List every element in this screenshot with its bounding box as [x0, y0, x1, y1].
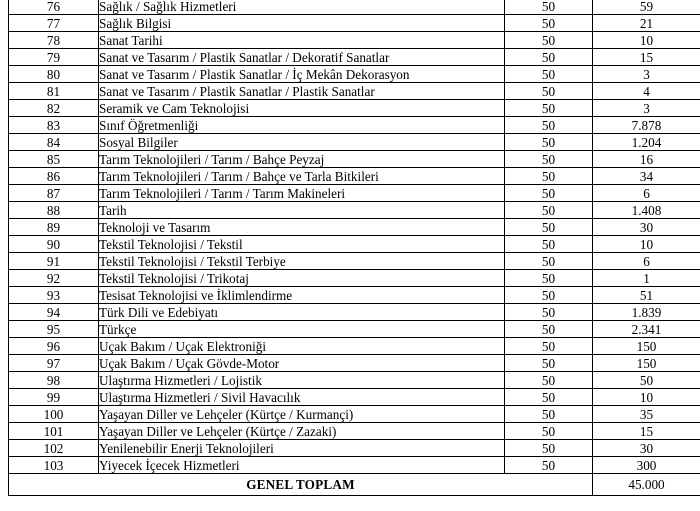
field-name-cell: Sanat ve Tasarım / Plastik Sanatlar / Plastik Sanatlar [99, 83, 505, 100]
count-cell: 4 [593, 83, 700, 100]
row-number-cell: 90 [9, 236, 99, 253]
quota-cell: 50 [505, 423, 593, 440]
field-name-cell: Tekstil Teknolojisi / Trikotaj [99, 270, 505, 287]
quota-cell: 50 [505, 406, 593, 423]
quota-cell: 50 [505, 287, 593, 304]
table-row [9, 117, 700, 134]
field-name-cell: Yaşayan Diller ve Lehçeler (Kürtçe / Zazaki) [99, 423, 505, 440]
row-number-cell: 84 [9, 134, 99, 151]
table-row [9, 389, 700, 406]
table-row [9, 253, 700, 270]
field-name-cell: Tarım Teknolojileri / Tarım / Bahçe Peyzaj [99, 151, 505, 168]
quota-cell: 50 [505, 389, 593, 406]
row-number-cell: 94 [9, 304, 99, 321]
quota-cell: 50 [505, 304, 593, 321]
field-name-cell: Sağlık / Sağlık Hizmetleri [99, 0, 505, 15]
row-number-cell: 97 [9, 355, 99, 372]
quota-cell: 50 [505, 457, 593, 474]
field-name-cell: Teknoloji ve Tasarım [99, 219, 505, 236]
grand-total-label: GENEL TOPLAM [9, 474, 593, 496]
field-name-cell: Seramik ve Cam Teknolojisi [99, 100, 505, 117]
table-row [9, 321, 700, 338]
row-number-cell: 81 [9, 83, 99, 100]
count-cell: 21 [593, 15, 700, 32]
count-cell: 15 [593, 49, 700, 66]
quota-cell: 50 [505, 321, 593, 338]
count-cell: 1.204 [593, 134, 700, 151]
quota-cell: 50 [505, 168, 593, 185]
row-number-cell: 92 [9, 270, 99, 287]
quota-cell: 50 [505, 253, 593, 270]
table-row [9, 270, 700, 287]
table-row [9, 440, 700, 457]
quota-cell: 50 [505, 372, 593, 389]
field-name-cell: Tesisat Teknolojisi ve İklimlendirme [99, 287, 505, 304]
row-number-cell: 93 [9, 287, 99, 304]
field-name-cell: Ulaştırma Hizmetleri / Sivil Havacılık [99, 389, 505, 406]
table-row [9, 185, 700, 202]
grand-total-value: 45.000 [593, 474, 700, 496]
row-number-cell: 95 [9, 321, 99, 338]
count-cell: 30 [593, 219, 700, 236]
count-cell: 3 [593, 66, 700, 83]
field-name-cell: Sanat ve Tasarım / Plastik Sanatlar / İç Mekân Dekorasyon [99, 66, 505, 83]
count-cell: 10 [593, 32, 700, 49]
count-cell: 1.839 [593, 304, 700, 321]
quota-cell: 50 [505, 100, 593, 117]
row-number-cell: 87 [9, 185, 99, 202]
field-name-cell: Tekstil Teknolojisi / Tekstil [99, 236, 505, 253]
field-name-cell: Tarih [99, 202, 505, 219]
table-row [9, 406, 700, 423]
row-number-cell: 76 [9, 0, 99, 15]
field-name-cell: Sanat Tarihi [99, 32, 505, 49]
quota-cell: 50 [505, 49, 593, 66]
field-name-cell: Sanat ve Tasarım / Plastik Sanatlar / Dekoratif Sanatlar [99, 49, 505, 66]
count-cell: 6 [593, 185, 700, 202]
count-cell: 7.878 [593, 117, 700, 134]
row-number-cell: 98 [9, 372, 99, 389]
row-number-cell: 83 [9, 117, 99, 134]
count-cell: 2.341 [593, 321, 700, 338]
table-row [9, 15, 700, 32]
row-number-cell: 101 [9, 423, 99, 440]
count-cell: 6 [593, 253, 700, 270]
quota-cell: 50 [505, 355, 593, 372]
quota-cell: 50 [505, 32, 593, 49]
table-row [9, 83, 700, 100]
field-name-cell: Türk Dili ve Edebiyatı [99, 304, 505, 321]
table-row [9, 49, 700, 66]
row-number-cell: 78 [9, 32, 99, 49]
row-number-cell: 100 [9, 406, 99, 423]
count-cell: 50 [593, 372, 700, 389]
field-name-cell: Tarım Teknolojileri / Tarım / Tarım Makineleri [99, 185, 505, 202]
table-row [9, 355, 700, 372]
field-name-cell: Uçak Bakım / Uçak Gövde-Motor [99, 355, 505, 372]
count-cell: 30 [593, 440, 700, 457]
grand-total-row [9, 474, 700, 496]
row-number-cell: 89 [9, 219, 99, 236]
field-name-cell: Uçak Bakım / Uçak Elektroniği [99, 338, 505, 355]
table-row [9, 236, 700, 253]
row-number-cell: 80 [9, 66, 99, 83]
quota-cell: 50 [505, 236, 593, 253]
count-cell: 51 [593, 287, 700, 304]
row-number-cell: 96 [9, 338, 99, 355]
table-body [9, 0, 700, 496]
field-name-cell: Sınıf Öğretmenliği [99, 117, 505, 134]
count-cell: 300 [593, 457, 700, 474]
quota-cell: 50 [505, 151, 593, 168]
table-row [9, 0, 700, 15]
table-row [9, 304, 700, 321]
quota-cell: 50 [505, 66, 593, 83]
field-name-cell: Yiyecek İçecek Hizmetleri [99, 457, 505, 474]
field-name-cell: Ulaştırma Hizmetleri / Lojistik [99, 372, 505, 389]
quota-cell: 50 [505, 219, 593, 236]
count-cell: 34 [593, 168, 700, 185]
count-cell: 59 [593, 0, 700, 15]
count-cell: 150 [593, 338, 700, 355]
field-name-cell: Tarım Teknolojileri / Tarım / Bahçe ve Tarla Bitkileri [99, 168, 505, 185]
quota-cell: 50 [505, 440, 593, 457]
count-cell: 3 [593, 100, 700, 117]
field-name-cell: Tekstil Teknolojisi / Tekstil Terbiye [99, 253, 505, 270]
quota-cell: 50 [505, 0, 593, 15]
row-number-cell: 82 [9, 100, 99, 117]
field-name-cell: Türkçe [99, 321, 505, 338]
allocation-table [8, 0, 700, 496]
row-number-cell: 99 [9, 389, 99, 406]
quota-cell: 50 [505, 202, 593, 219]
count-cell: 15 [593, 423, 700, 440]
count-cell: 10 [593, 389, 700, 406]
row-number-cell: 91 [9, 253, 99, 270]
table-row [9, 66, 700, 83]
count-cell: 1 [593, 270, 700, 287]
row-number-cell: 79 [9, 49, 99, 66]
row-number-cell: 77 [9, 15, 99, 32]
table-row [9, 219, 700, 236]
table-row [9, 457, 700, 474]
row-number-cell: 103 [9, 457, 99, 474]
quota-cell: 50 [505, 117, 593, 134]
field-name-cell: Yaşayan Diller ve Lehçeler (Kürtçe / Kurmançi) [99, 406, 505, 423]
table-row [9, 168, 700, 185]
count-cell: 35 [593, 406, 700, 423]
quota-cell: 50 [505, 338, 593, 355]
field-name-cell: Sağlık Bilgisi [99, 15, 505, 32]
field-name-cell: Sosyal Bilgiler [99, 134, 505, 151]
row-number-cell: 85 [9, 151, 99, 168]
table-row [9, 100, 700, 117]
quota-cell: 50 [505, 270, 593, 287]
table-row [9, 202, 700, 219]
table-row [9, 372, 700, 389]
row-number-cell: 102 [9, 440, 99, 457]
table-row [9, 151, 700, 168]
count-cell: 150 [593, 355, 700, 372]
quota-cell: 50 [505, 185, 593, 202]
count-cell: 16 [593, 151, 700, 168]
quota-cell: 50 [505, 134, 593, 151]
table-row [9, 338, 700, 355]
row-number-cell: 88 [9, 202, 99, 219]
table-row [9, 287, 700, 304]
row-number-cell: 86 [9, 168, 99, 185]
count-cell: 10 [593, 236, 700, 253]
quota-cell: 50 [505, 15, 593, 32]
quota-cell: 50 [505, 83, 593, 100]
table-row [9, 423, 700, 440]
count-cell: 1.408 [593, 202, 700, 219]
field-name-cell: Yenilenebilir Enerji Teknolojileri [99, 440, 505, 457]
table-row [9, 134, 700, 151]
table-row [9, 32, 700, 49]
